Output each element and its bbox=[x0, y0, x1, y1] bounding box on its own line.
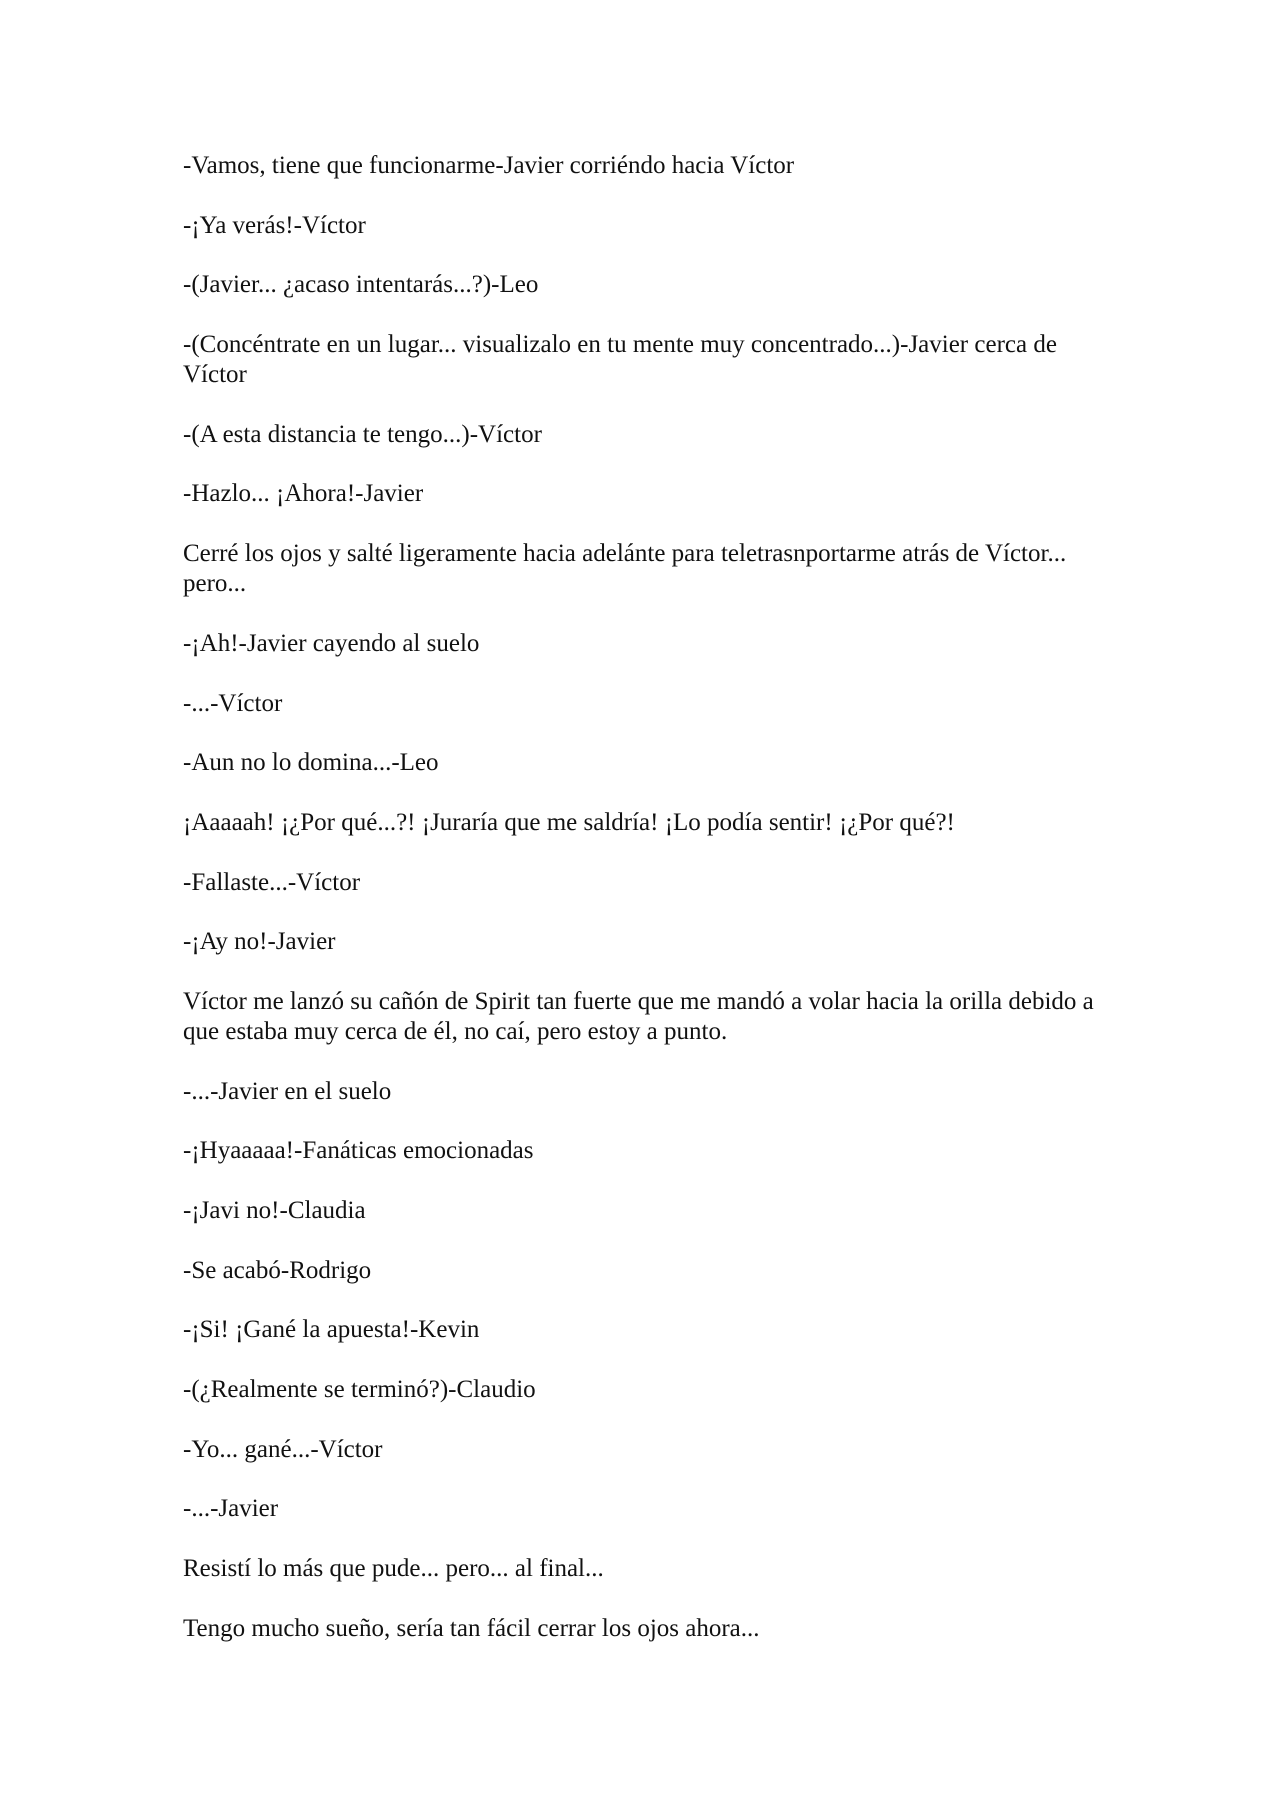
paragraph: -Se acabó-Rodrigo bbox=[183, 1256, 372, 1284]
paragraph: -¡Ya verás!-Víctor bbox=[183, 211, 366, 239]
paragraph: -¡Hyaaaaa!-Fanáticas emocionadas bbox=[183, 1137, 534, 1165]
paragraph: ¡Aaaaah! ¡¿Por qué...?! ¡Juraría que me saldría! ¡Lo podía sentir! ¡¿Por qué?! bbox=[183, 808, 955, 836]
paragraph: -...-Víctor bbox=[183, 689, 283, 717]
paragraph: Tengo mucho sueño, sería tan fácil cerrar los ojos ahora... bbox=[183, 1614, 760, 1642]
paragraph: -(Concéntrate en un lugar... visualizalo en tu mente muy concentrado...)-Javier cerca de Víctor bbox=[183, 331, 1057, 389]
paragraph: Víctor me lanzó su cañón de Spirit tan fuerte que me mandó a volar hacia la orilla debido a que estaba muy cerca de él, no caí, pero estoy a punto. bbox=[183, 987, 1094, 1045]
paragraph: -¡Ay no!-Javier bbox=[183, 928, 336, 956]
paragraph: Resistí lo más que pude... pero... al final... bbox=[183, 1555, 604, 1583]
paragraph: -Yo... gané...-Víctor bbox=[183, 1435, 383, 1463]
paragraph: -Aun no lo domina...-Leo bbox=[183, 749, 439, 777]
paragraph: -Vamos, tiene que funcionarme-Javier corriéndo hacia Víctor bbox=[183, 152, 795, 179]
paragraph: -...-Javier en el suelo bbox=[183, 1077, 392, 1105]
paragraph: -(A esta distancia te tengo...)-Víctor bbox=[183, 420, 542, 448]
document-page bbox=[183, 151, 1103, 1674]
paragraph: -¡Ah!-Javier cayendo al suelo bbox=[183, 629, 480, 657]
paragraph: -(¿Realmente se terminó?)-Claudio bbox=[183, 1376, 536, 1404]
paragraph: -¡Si! ¡Gané la apuesta!-Kevin bbox=[183, 1316, 480, 1344]
paragraph: -(Javier... ¿acaso intentarás...?)-Leo bbox=[183, 271, 539, 299]
paragraph: -...-Javier bbox=[183, 1495, 279, 1523]
paragraph: Cerré los ojos y salté ligeramente hacia adelánte para teletrasnportarme atrás de Víctor... pero... bbox=[183, 540, 1067, 598]
paragraph: -Hazlo... ¡Ahora!-Javier bbox=[183, 480, 424, 508]
paragraph: -Fallaste...-Víctor bbox=[183, 868, 361, 896]
paragraph: -¡Javi no!-Claudia bbox=[183, 1197, 366, 1224]
